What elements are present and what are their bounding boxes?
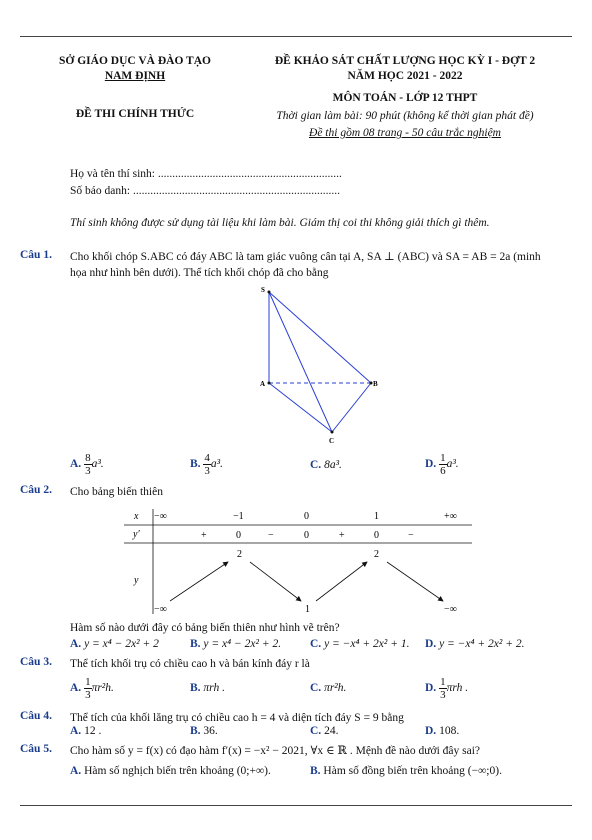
vt-yp-2: − — [268, 530, 274, 541]
q5-option-a[interactable] — [70, 765, 271, 777]
q3-a-den: 3 — [85, 689, 91, 701]
edge-bc — [332, 383, 371, 432]
vt-x-3: 1 — [374, 511, 379, 522]
q4-d-val: 108. — [439, 725, 460, 737]
q3-option-c[interactable] — [310, 682, 346, 694]
q4-a-val: 12 . — [84, 725, 102, 737]
top-rule — [20, 36, 572, 37]
vt-x-0: −∞ — [154, 511, 167, 522]
edge-sc — [269, 292, 332, 432]
q4-option-c[interactable] — [310, 725, 338, 737]
q4-option-c-label: C. — [310, 725, 322, 737]
q2-d-val: y = −x⁴ + 2x² + 2. — [439, 638, 525, 650]
subject: MÔN TOÁN - LỚP 12 THPT — [332, 92, 478, 104]
q3-label: Câu 3. — [20, 656, 52, 668]
vt-arrow-down-2 — [387, 562, 443, 601]
vt-yp-5: 0 — [374, 530, 379, 541]
q2-option-d-label: D. — [425, 638, 437, 650]
q1-a-den: 3 — [85, 465, 91, 477]
vt-yp-1: 0 — [236, 530, 241, 541]
q3-option-c-label: C. — [310, 682, 322, 694]
q5-a-val: Hàm số nghịch biến trên khoảng (0;+∞). — [84, 765, 271, 777]
vt-arrow-down-1 — [250, 562, 301, 601]
dept-name: SỞ GIÁO DỤC VÀ ĐÀO TẠO — [59, 55, 211, 67]
student-id-line — [70, 183, 340, 199]
q3-d-num: 1 — [440, 676, 446, 688]
vt-y-1: 2 — [237, 549, 242, 560]
exam-title: ĐỀ KHẢO SÁT CHẤT LƯỢNG HỌC KỲ I - ĐỢT 2 — [274, 55, 536, 67]
q2-option-c-label: C. — [310, 638, 322, 650]
q4-option-a[interactable] — [70, 725, 101, 737]
q3-text: Thể tích khối trụ có chiều cao h và bán kính đáy r là — [70, 658, 310, 670]
q3-d-den: 3 — [440, 689, 446, 701]
q1-option-b[interactable] — [190, 452, 223, 477]
q1-option-c-label: C. — [310, 459, 322, 471]
edge-ac — [269, 383, 332, 432]
point-s — [268, 291, 271, 294]
q1-option-d-frac — [439, 452, 447, 477]
time-note: Thời gian làm bài: 90 phút (không kể thời gian phát đề) — [276, 110, 534, 122]
q1-d-num: 1 — [440, 452, 446, 464]
q5-label: Câu 5. — [20, 743, 52, 755]
vt-y-0: −∞ — [154, 604, 167, 615]
q2-question: Hàm số nào dưới đây có bảng biến thiên như hình vẽ trên? — [70, 622, 340, 634]
pyramid-figure — [250, 282, 390, 447]
q1-a-tail: a³. — [91, 458, 104, 471]
q5-text: Cho hàm số y = f(x) có đạo hàm f′(x) = −x² − 2021, ∀x ∈ ℝ . Mệnh đề nào dưới đây sai? — [70, 745, 481, 757]
q4-label: Câu 4. — [20, 710, 52, 722]
vt-x-1: −1 — [233, 511, 244, 522]
q4-b-val: 36. — [203, 725, 218, 737]
q1-option-c[interactable] — [310, 459, 342, 471]
q5-b-val: Hàm số đồng biến trên khoảng (−∞;0). — [323, 765, 502, 777]
q1-option-d-label: D. — [425, 458, 437, 471]
q2-text: Cho bảng biến thiên — [70, 486, 163, 498]
q1-b-den: 3 — [204, 465, 210, 477]
q4-option-b[interactable] — [190, 725, 218, 737]
q3-option-d-frac — [439, 676, 447, 701]
q2-option-b[interactable] — [190, 638, 281, 650]
point-c — [331, 431, 334, 434]
q2-b-val: y = x⁴ − 2x² + 2. — [203, 638, 282, 650]
student-id-label: Số báo danh: — [70, 185, 133, 197]
bottom-rule — [20, 805, 572, 806]
q2-option-d[interactable] — [425, 638, 525, 650]
q1-text-1: Cho khối chóp S.ABC có đáy ABC là tam giác vuông cân tại A, SA ⊥ (ABC) và SA = AB = 2a (minh — [70, 251, 541, 263]
vt-x-header: x — [134, 511, 139, 522]
q1-d-tail: a³. — [446, 458, 459, 471]
q3-option-d[interactable] — [425, 676, 468, 701]
q3-option-a[interactable] — [70, 676, 114, 701]
q5-option-a-label: A. — [70, 765, 82, 777]
vt-yp-6: − — [408, 530, 414, 541]
q3-option-a-frac — [84, 676, 92, 701]
q3-option-d-label: D. — [425, 682, 437, 695]
label-s: S — [261, 286, 265, 294]
q2-label: Câu 2. — [20, 484, 52, 496]
q1-a-num: 8 — [85, 452, 91, 464]
student-name-label: Họ và tên thí sinh: — [70, 168, 158, 180]
q5-option-b-label: B. — [310, 765, 321, 777]
q4-text: Thể tích của khối lăng trụ có chiều cao h = 4 và diện tích đáy S = 9 bằng — [70, 712, 404, 724]
q3-c-val: πr²h. — [324, 682, 347, 694]
label-c: C — [329, 437, 335, 445]
q1-option-d[interactable] — [425, 452, 459, 477]
vt-yp-0: + — [201, 530, 207, 541]
label-a: A — [260, 380, 266, 388]
official-label: ĐỀ THI CHÍNH THỨC — [75, 108, 195, 120]
vt-y-2: 1 — [305, 604, 310, 615]
q1-option-b-frac — [203, 452, 211, 477]
q1-c-val: 8a³. — [324, 459, 342, 471]
q2-option-a[interactable] — [70, 638, 159, 650]
vt-yp-4: + — [339, 530, 345, 541]
q4-option-d-label: D. — [425, 725, 437, 737]
q1-b-num: 4 — [204, 452, 210, 464]
q4-option-d[interactable] — [425, 725, 459, 737]
province-name: NAM ĐỊNH — [104, 70, 166, 82]
q3-d-tail: πrh . — [446, 682, 469, 695]
variation-table — [120, 504, 475, 616]
vt-y-4: −∞ — [444, 604, 457, 615]
vt-x-2: 0 — [304, 511, 309, 522]
q1-option-a[interactable] — [70, 452, 104, 477]
vt-arrow-up-1 — [170, 562, 228, 601]
q1-option-a-label: A. — [70, 458, 82, 471]
q3-option-b[interactable] — [190, 682, 225, 694]
q1-text-2: họa như hình bên dưới). Thể tích khối chóp đã cho bằng — [70, 267, 329, 279]
label-b: B — [373, 380, 378, 388]
q3-b-val: πrh . — [203, 682, 225, 694]
student-name-line — [70, 166, 342, 182]
q4-c-val: 24. — [324, 725, 339, 737]
q1-option-b-label: B. — [190, 458, 201, 471]
q4-option-a-label: A. — [70, 725, 82, 737]
q2-c-val: y = −x⁴ + 2x² + 1. — [324, 638, 410, 650]
q3-a-tail: πr²h. — [91, 682, 114, 695]
vt-y-header: y — [134, 575, 139, 586]
q2-a-val: y = x⁴ − 2x² + 2 — [84, 638, 159, 650]
q5-option-b[interactable] — [310, 765, 502, 777]
vt-yp-3: 0 — [304, 530, 309, 541]
student-id-dots: ........................................................................ — [132, 185, 340, 197]
pages-note: Đề thi gồm 08 trang - 50 câu trắc nghiệm — [309, 127, 501, 139]
q2-option-c[interactable] — [310, 638, 410, 650]
q3-a-num: 1 — [85, 676, 91, 688]
school-year: NĂM HỌC 2021 - 2022 — [347, 70, 463, 82]
q1-d-den: 6 — [440, 465, 446, 477]
student-name-dots: ................................................................ — [157, 168, 342, 180]
point-a — [268, 382, 271, 385]
edge-sb — [269, 292, 371, 383]
vt-x-4: +∞ — [444, 511, 457, 522]
vt-arrow-up-2 — [316, 562, 367, 601]
q2-option-a-label: A. — [70, 638, 82, 650]
q1-option-a-frac — [84, 452, 92, 477]
q1-label: Câu 1. — [20, 249, 52, 261]
vt-y-3: 2 — [374, 549, 379, 560]
q2-option-b-label: B. — [190, 638, 201, 650]
vt-yp-header: y′ — [133, 529, 140, 540]
exam-notice: Thí sinh không được sử dụng tài liệu khi làm bài. Giám thị coi thi không giải thích gì thêm. — [70, 217, 490, 229]
q3-option-a-label: A. — [70, 682, 82, 695]
q3-option-b-label: B. — [190, 682, 201, 694]
q1-b-tail: a³. — [210, 458, 223, 471]
q4-option-b-label: B. — [190, 725, 201, 737]
